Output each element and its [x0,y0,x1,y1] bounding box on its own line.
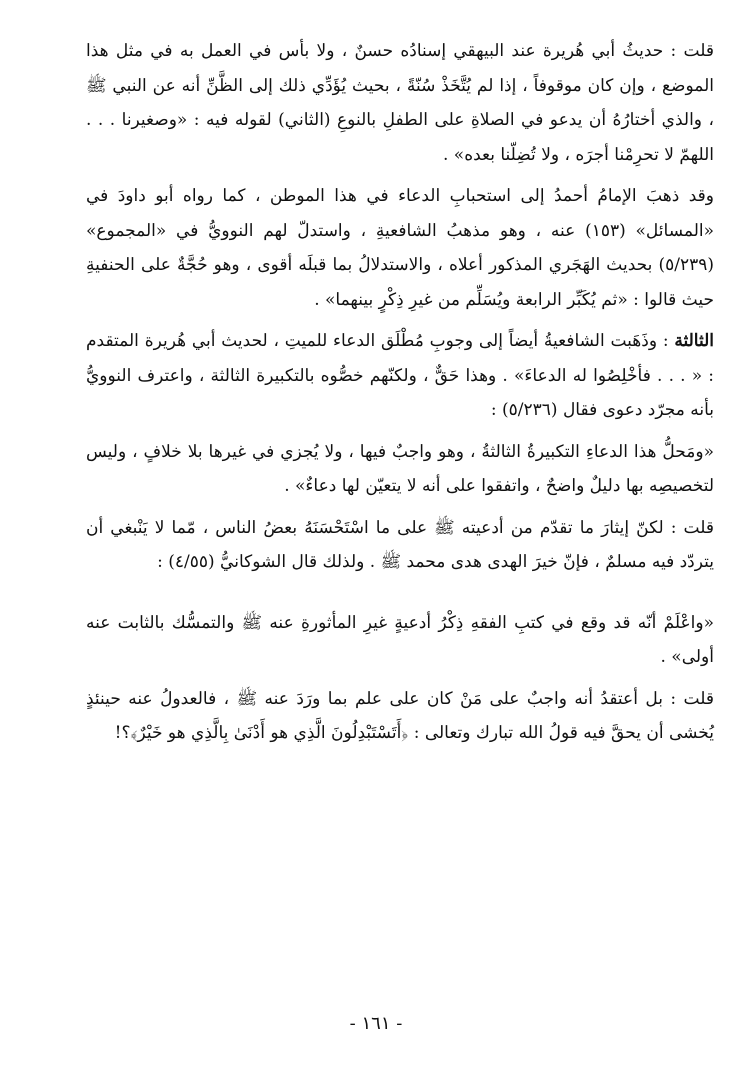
third-heading: الثالثة [674,331,714,351]
spacer [86,172,714,179]
document-page [86,34,714,751]
paragraph-third [86,324,714,428]
paragraph-hadith-abu-hurayra: قلت : حديثُ أبي هُريرة عند البيهقي إسنادُه حسنٌ ، ولا بأس في العمل به في مثل هذا الموضع ، وإن كان موقوفاً ، إذا لم يُتَّخَذْ سُنّةً ، بحيث يُؤَدِّي ذلك إلى الظَّنِّ أنه عن النبي ﷺ ، والذي أختارُهُ أن يدعو في الصلاةِ على الطفلِ بالنوعِ (الثاني) لقوله فيه : «وصغيرنا . . . اللهمّ لا تحرِمْنا أجرَه ، ولا تُضِلّنا بعده» . [86,41,714,165]
paragraph-preference: قلت : لكنّ إيثارَ ما تقدّم من أدعيته ﷺ على ما اسْتَحْسَنَهُ بعضُ الناس ، مّما لا يَنْبغي أن يتردّد فيه مسلمٌ ، فإنّ خيرَ الهدى هدى محمد ﷺ . ولذلك قال الشوكانيُّ (٤/٥٥) : [86,517,714,572]
paragraph-nawawi-quote: «ومَحلُّ هذا الدعاءِ التكبيرةُ الثالثةُ ، وهو واجبٌ فيها ، ولا يُجزي في غيرها بلا خلافٍ ، وليس لتخصيصِه بها دليلٌ واضحٌ ، واتفقوا على أنه لا يتعيّن لها دعاءٌ» . [86,441,714,496]
page-number: - ١٦١ - [349,1013,403,1034]
paragraph-shawkani-quote: «واعْلَمْ أنّه قد وقع في كتبِ الفقهِ ذِكْرُ أدعيةٍ غيرِ المأثورةِ عنه ﷺ والتمسُّك بالثابت عنه أولى» . [86,612,714,667]
spacer [86,504,714,511]
spacer [86,580,714,606]
spacer [86,428,714,435]
paragraph-imam-ahmad: وقد ذهبَ الإمامُ أحمدُ إلى استحبابِ الدعاء في هذا الموطن ، كما رواه أبو داودَ في «المسائل» (١٥٣) عنه ، وهو مذهبُ الشافعيةِ ، واستدلّ لهم النوويُّ في «المجموع» (٥/٢٣٩) بحديث الهَجَري المذكور أعلاه ، والاستدلالُ بما قبلَه أقوى ، وهو حُجَّةٌ على الحنفيةِ حيث قالوا : «ثم يُكَبِّر الرابعة ويُسَلِّم من غيرِ ذِكْرٍ بينهما» . [86,186,714,310]
spacer [86,675,714,682]
spacer [86,317,714,324]
paragraph-conclusion: قلت : بل أعتقدُ أنه واجبٌ على مَنْ كان على علم بما ورَدَ عنه ﷺ ، فالعدولُ عنه حينئذٍ يُخشى أن يحقَّ فيه قولُ الله تبارك وتعالى : ﴿أَتَسْتَبْدِلُونَ الَّذِي هو أَدْنَىٰ بِالَّذِي هو خَيْرٌ﴾؟! [86,688,714,743]
third-body: : وذَهَبت الشافعيةُ أيضاً إلى وجوبِ مُطْلَق الدعاء للميتِ ، لحديث أبي هُريرة المتقدم : « . . . فأخْلِصُوا له الدعاءَ» . وهذا حَقٌّ ، ولكنّهم خصُّوه بالتكبيرة الثالثة ، واعترف النوويُّ بأنه مجرّد دعوى فقال (٥/٢٣٦) : [86,331,714,420]
